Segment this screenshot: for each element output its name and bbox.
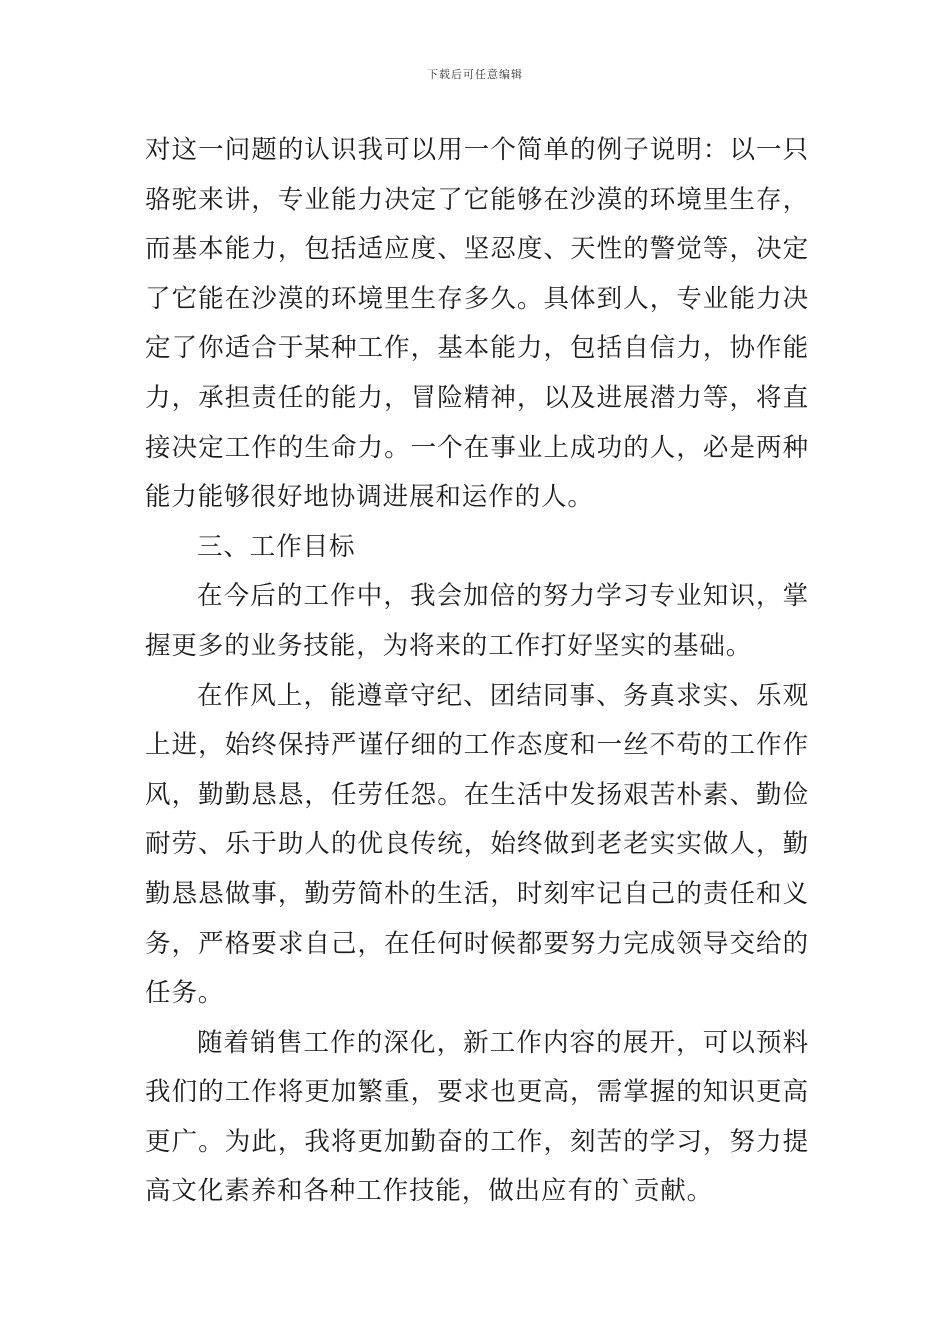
paragraph-work-style: 在作风上，能遵章守纪、团结同事、务真求实、乐观上进，始终保持严谨仔细的工作态度和一丝不苟的工作作风，勤勤恳恳，任劳任怨。在生活中发扬艰苦朴素、勤俭耐劳、乐于助人的优良传统，始终做到老老实实做人，勤勤恳恳做事，勤劳简朴的生活，时刻牢记自己的责任和义务，严格要求自己，在任何时候都要努力完成领导交给的任务。	[145, 680, 809, 1009]
header-note: 下载后可任意编辑	[427, 68, 523, 81]
section-heading: 三、工作目标	[197, 531, 356, 562]
document-body	[145, 126, 809, 1217]
paragraph-future-work: 随着销售工作的深化，新工作内容的展开，可以预料我们的工作将更加繁重，要求也更高，需掌握的知识更高更广。为此，我将更加勤奋的工作，刻苦的学习，努力提高文化素养和各种工作技能，做出应有的`贡献。	[145, 1027, 809, 1207]
paragraph-study-goal: 在今后的工作中，我会加倍的努力学习专业知识，掌握更多的业务技能，为将来的工作打好坚实的基础。	[145, 581, 809, 661]
paragraph-example: 对这一问题的认识我可以用一个简单的例子说明：以一只骆驼来讲，专业能力决定了它能够在沙漠的环境里生存，而基本能力，包括适应度、坚忍度、天性的警觉等，决定了它能在沙漠的环境里生存多久。具体到人，专业能力决定了你适合于某种工作，基本能力，包括自信力，协作能力，承担责任的能力，冒险精神，以及进展潜力等，将直接决定工作的生命力。一个在事业上成功的人，必是两种能力能够很好地协调进展和运作的人。	[145, 135, 809, 513]
